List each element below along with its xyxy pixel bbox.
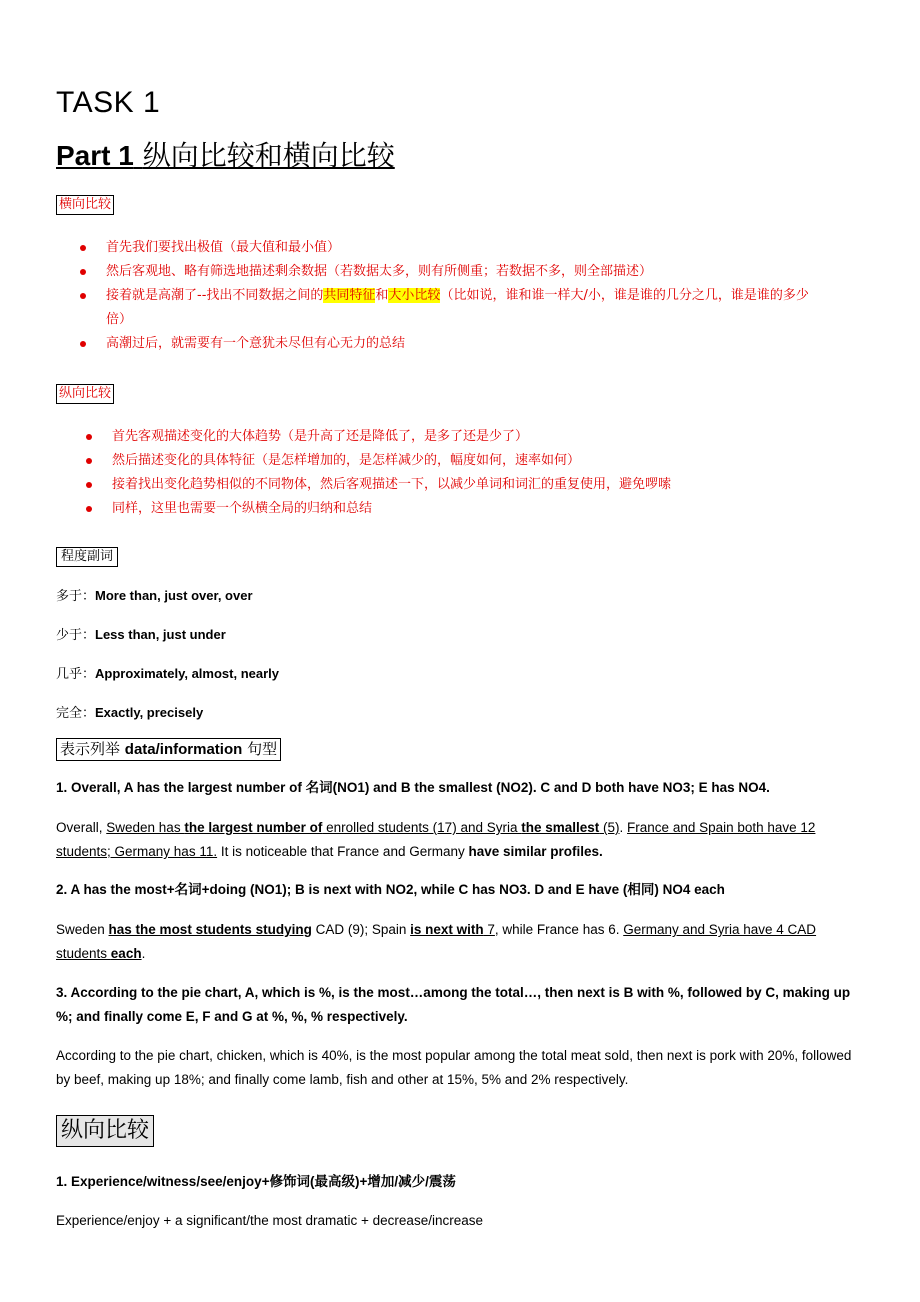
pattern-2-example: Sweden has the most students studying CAD (9); Spain is next with 7, while France has 6. Germany and Syria have 4 CAD students each. [56, 922, 817, 961]
pattern-1-example: Overall, Sweden has the largest number of enrolled students (17) and Syria the smallest (5). France and Spain both have 12 students; Germany has 11. It is noticeable that France and Germany have similar profiles. [56, 820, 816, 859]
document-title: TASK 1 [56, 86, 161, 119]
horizontal-bullet-list [80, 236, 880, 356]
list-item: 接着找出变化趋势相似的不同物体，然后客观描述一下，以减少单词和词汇的重复使用，避免啰嗦 [86, 473, 886, 497]
adverbs-label-wrap [56, 545, 118, 567]
vertical-label: 纵向比较 [56, 384, 114, 404]
pattern-3-example: According to the pie chart, chicken, which is 40%, is the most popular among the total meat sold, then next is pork with 20%, followed by beef, making up 18%; and finally come lamb, fish and other at 15%, 5% and 2% respectively. [56, 1048, 852, 1087]
patterns-label-wrap [56, 738, 281, 761]
pattern-2-heading: 2. A has the most+名词+doing (NO1); B is next with NO2, while C has NO3. D and E have (相同) NO4 each [56, 882, 725, 897]
vertical-section-label-wrap [56, 1115, 154, 1147]
list-item: 然后描述变化的具体特征（是怎样增加的，是怎样减少的，幅度如何，速率如何） [86, 449, 886, 473]
part-topic: 纵向比较和横向比较 [142, 139, 395, 172]
highlight-common-features: 共同特征 [323, 288, 376, 303]
list-item: 接着就是高潮了--找出不同数据之间的共同特征和大小比较（比如说，谁和谁一样大/小，谁是谁的几分之几，谁是谁的多少 倍） [80, 284, 880, 332]
highlight-size-comparison: 大小比较 [388, 288, 441, 303]
adverb-row: 少于：Less than, just under [56, 627, 226, 642]
bullet-icon [80, 293, 86, 299]
patterns-label: 表示列举 data/information 句型 [56, 738, 281, 761]
list-item: 首先客观描述变化的大体趋势（是升高了还是降低了，是多了还是少了） [86, 425, 886, 449]
pattern-3-heading: 3. According to the pie chart, A, which is %, is the most…among the total…, then next is B with %, followed by C, making up %; and finally come E, F and G at %, %, % respectively. [56, 985, 851, 1024]
bullet-icon [80, 269, 86, 275]
vertical-bullet-list [86, 425, 886, 521]
vertical-label-wrap [56, 382, 114, 404]
bullet-icon [86, 482, 92, 488]
horizontal-label-wrap [56, 193, 114, 215]
vertical-pattern-1-heading: 1. Experience/witness/see/enjoy+修饰词(最高级)+增加/减少/震荡 [56, 1174, 456, 1189]
adverb-row: 多于：More than, just over, over [56, 588, 253, 603]
vertical-section-label: 纵向比较 [56, 1115, 154, 1147]
list-item: 然后客观地、略有筛选地描述剩余数据（若数据太多，则有所侧重；若数据不多，则全部描述） [80, 260, 880, 284]
vertical-pattern-1-example: Experience/enjoy + a significant/the most dramatic + decrease/increase [56, 1213, 483, 1228]
list-item: 同样，这里也需要一个纵横全局的归纳和总结 [86, 497, 886, 521]
adverb-row: 完全：Exactly, precisely [56, 705, 204, 720]
part-heading [56, 134, 395, 174]
bullet-icon [86, 458, 92, 464]
horizontal-label: 横向比较 [56, 195, 114, 215]
adverbs-label: 程度副词 [56, 547, 118, 567]
pattern-1-heading: 1. Overall, A has the largest number of 名词(NO1) and B the smallest (NO2). C and D both have NO3; E has NO4. [56, 780, 770, 795]
list-item: 高潮过后，就需要有一个意犹未尽但有心无力的总结 [80, 332, 880, 356]
bullet-icon [80, 245, 86, 251]
list-item: 首先我们要找出极值（最大值和最小值） [80, 236, 880, 260]
bullet-icon [86, 434, 92, 440]
part-number: Part 1 [56, 140, 134, 171]
bullet-icon [86, 506, 92, 512]
bullet-icon [80, 341, 86, 347]
adverb-row: 几乎：Approximately, almost, nearly [56, 666, 280, 681]
